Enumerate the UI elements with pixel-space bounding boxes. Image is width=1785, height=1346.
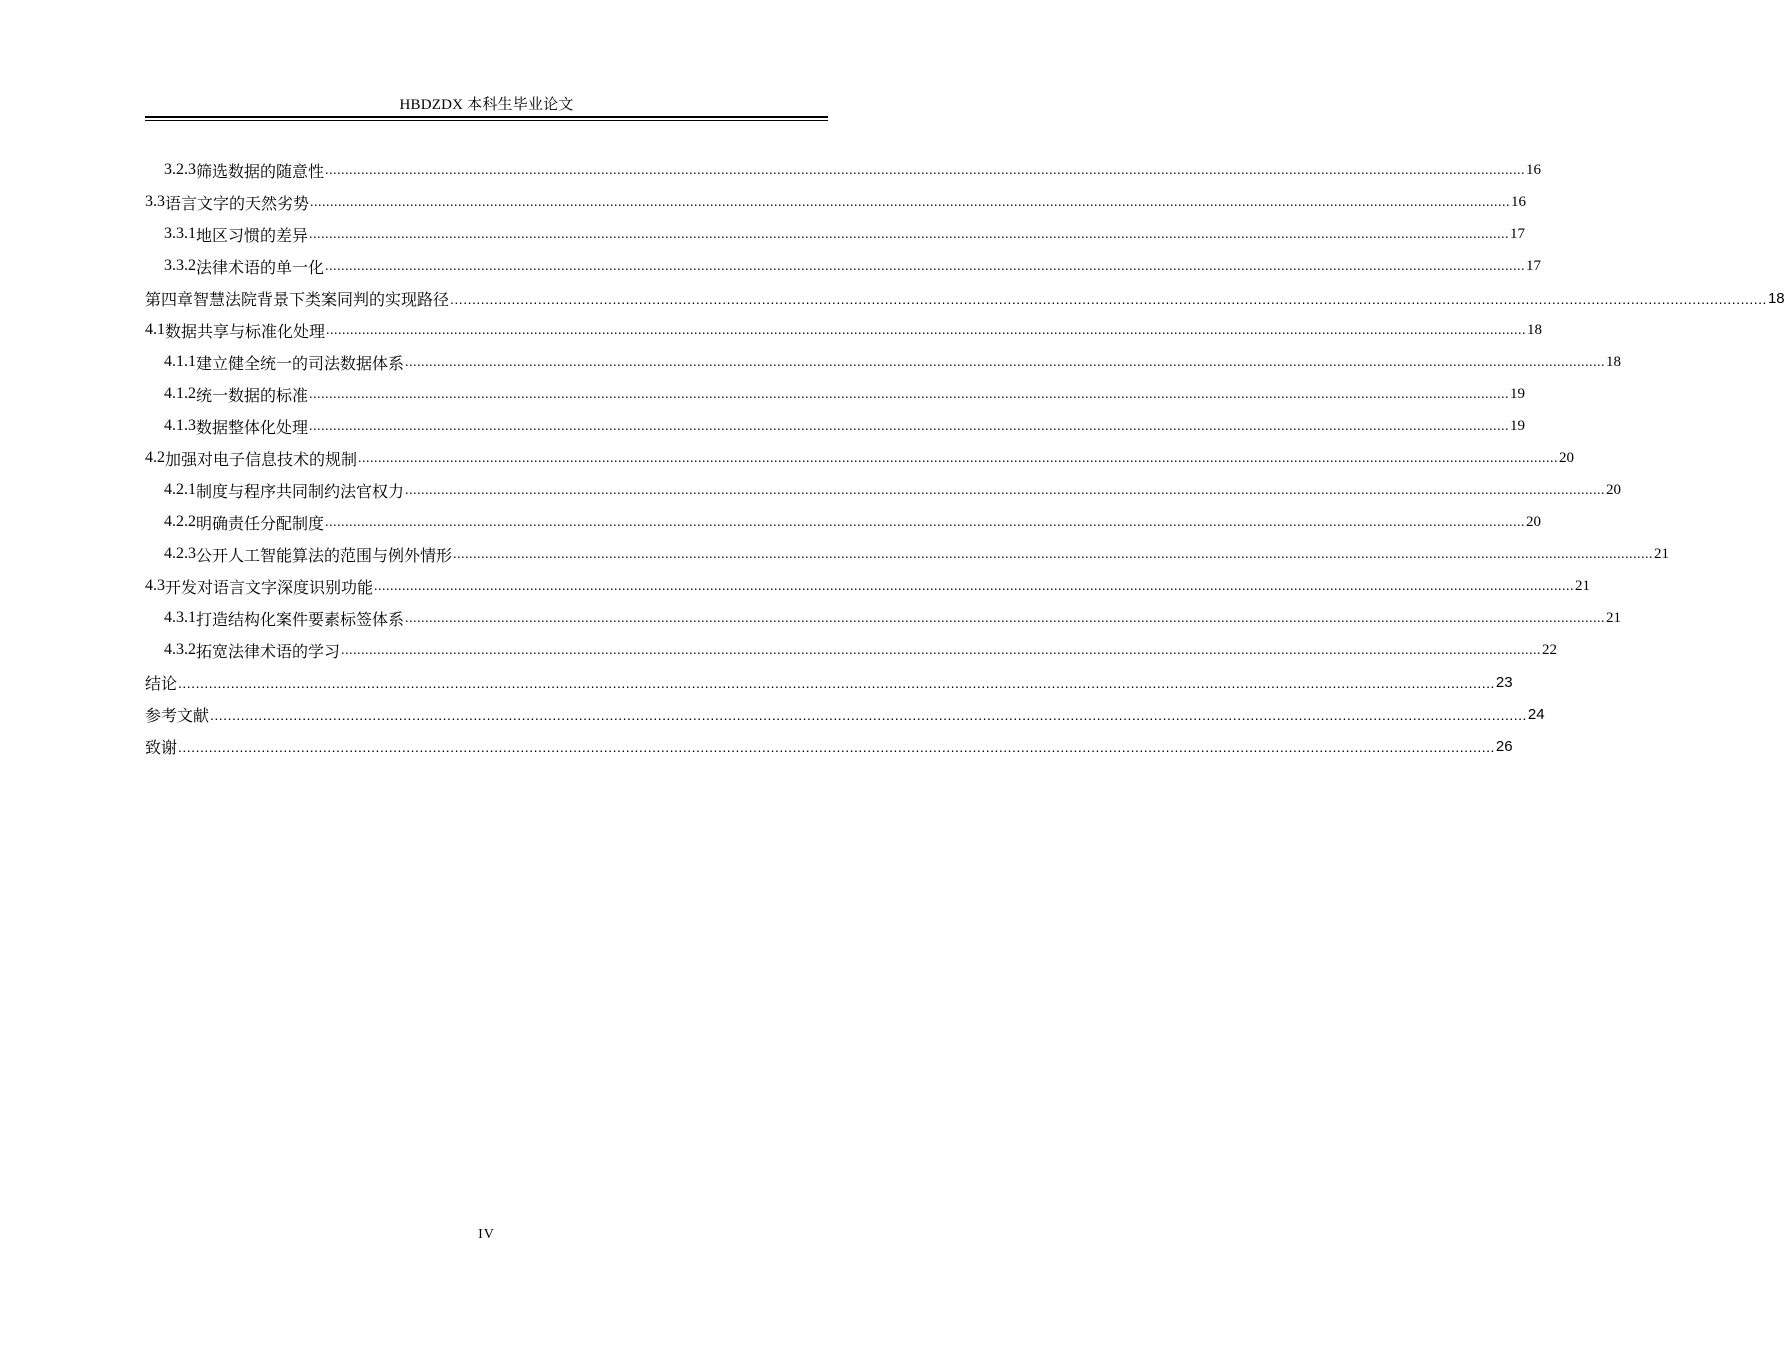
toc-entry[interactable] xyxy=(145,730,1513,762)
toc-entry[interactable] xyxy=(145,602,1622,634)
toc-entry-title: 建立健全统一的司法数据体系 xyxy=(196,355,405,373)
toc-entry-title: 制度与程序共同制约法官权力 xyxy=(196,483,405,501)
toc-entry[interactable] xyxy=(145,506,1542,538)
toc-entry-number: 3.3 xyxy=(145,193,165,210)
toc-leader-dots: ............................................................................................................................................................................................................................................................................................................ xyxy=(326,323,1527,338)
toc-leader-dots: ............................................................................................................................................................................................................................................................................................................ xyxy=(341,643,1542,658)
toc-entry-title: 数据整体化处理 xyxy=(196,419,309,437)
toc-leader-dots: ............................................................................................................................................................................................................................................................................................................ xyxy=(309,419,1510,434)
toc-entry-number: 4.3 xyxy=(145,577,165,594)
toc-entry[interactable] xyxy=(145,698,1545,730)
toc-entry-page: 20 xyxy=(1559,449,1575,466)
toc-entry-page: 18 xyxy=(1606,353,1622,370)
toc-leader-dots: ............................................................................................................................................................................................................................................................................................................ xyxy=(178,739,1495,755)
toc-leader-dots: ............................................................................................................................................................................................................................................................................................................ xyxy=(309,227,1510,242)
toc-entry-page: 19 xyxy=(1510,417,1526,434)
toc-entry-title: 开发对语言文字深度识别功能 xyxy=(165,579,374,597)
toc-entry-number: 4.2.1 xyxy=(164,481,196,498)
toc-entry-title: 打造结构化案件要素标签体系 xyxy=(196,611,405,629)
toc-entry[interactable] xyxy=(145,378,1526,410)
toc-entry-page: 24 xyxy=(1527,705,1545,723)
toc-leader-dots: ............................................................................................................................................................................................................................................................................................................ xyxy=(450,291,1767,307)
toc-entry-number: 4.2.2 xyxy=(164,513,196,530)
toc-entry-title: 地区习惯的差异 xyxy=(196,227,309,245)
toc-leader-dots: ............................................................................................................................................................................................................................................................................................................ xyxy=(405,355,1606,370)
toc-entry[interactable] xyxy=(145,570,1591,602)
toc-leader-dots: ............................................................................................................................................................................................................................................................................................................ xyxy=(309,387,1510,402)
toc-leader-dots: ............................................................................................................................................................................................................................................................................................................ xyxy=(325,515,1526,530)
toc-entry-number: 4.1.3 xyxy=(164,417,196,434)
header-double-rule xyxy=(145,116,828,121)
toc-entry-number: 4.1.1 xyxy=(164,353,196,370)
toc-entry-page: 21 xyxy=(1575,577,1591,594)
toc-entry-number: 3.3.1 xyxy=(164,225,196,242)
toc-entry-number: 第四章 xyxy=(145,291,194,309)
toc-entry-title: 加强对电子信息技术的规制 xyxy=(165,451,358,469)
toc-entry-title: 智慧法院背景下类案同判的实现路径 xyxy=(193,291,450,309)
toc-entry[interactable] xyxy=(145,666,1513,698)
toc-leader-dots: ............................................................................................................................................................................................................................................................................................................ xyxy=(310,195,1511,210)
toc-entry[interactable] xyxy=(145,250,1542,282)
toc-entry[interactable] xyxy=(145,538,1670,570)
toc-entry-page: 20 xyxy=(1526,513,1542,530)
toc-entry-title: 语言文字的天然劣势 xyxy=(165,195,310,213)
page-number: IV xyxy=(478,1227,495,1242)
toc-entry-page: 26 xyxy=(1495,737,1513,755)
toc-entry[interactable] xyxy=(145,410,1526,442)
toc-entry-page: 21 xyxy=(1606,609,1622,626)
toc-entry-number: 4.1 xyxy=(145,321,165,338)
toc-entry[interactable] xyxy=(145,154,1542,186)
toc-entry[interactable] xyxy=(145,634,1558,666)
toc-entry-page: 17 xyxy=(1526,257,1542,274)
toc-entry-page: 23 xyxy=(1495,673,1513,691)
toc-entry-page: 21 xyxy=(1654,545,1670,562)
toc-entry[interactable] xyxy=(145,442,1575,474)
toc-entry-number: 3.3.2 xyxy=(164,257,196,274)
toc-entry-title: 公开人工智能算法的范围与例外情形 xyxy=(196,547,453,565)
toc-leader-dots: ............................................................................................................................................................................................................................................................................................................ xyxy=(178,675,1495,691)
toc-entry-number: 4.1.2 xyxy=(164,385,196,402)
toc-entry-number: 4.3.2 xyxy=(164,641,196,658)
toc-entry-page: 18 xyxy=(1767,289,1785,307)
toc-entry[interactable] xyxy=(145,314,1543,346)
toc-entry-title: 拓宽法律术语的学习 xyxy=(196,643,341,661)
toc-leader-dots: ............................................................................................................................................................................................................................................................................................................ xyxy=(374,579,1575,594)
toc-leader-dots: ............................................................................................................................................................................................................................................................................................................ xyxy=(405,611,1606,626)
toc-entry-page: 19 xyxy=(1510,385,1526,402)
toc-leader-dots: ............................................................................................................................................................................................................................................................................................................ xyxy=(325,163,1526,178)
toc-entry-number: 4.3.1 xyxy=(164,609,196,626)
toc-entry-title: 致谢 xyxy=(145,739,178,757)
toc-entry-number: 3.2.3 xyxy=(164,161,196,178)
toc-entry-title: 筛选数据的随意性 xyxy=(196,163,325,181)
toc-entry-title: 明确责任分配制度 xyxy=(196,515,325,533)
toc-entry[interactable] xyxy=(145,218,1526,250)
toc-entry[interactable] xyxy=(145,282,1785,314)
toc-entry-page: 17 xyxy=(1510,225,1526,242)
toc-entry[interactable] xyxy=(145,474,1622,506)
toc-leader-dots: ............................................................................................................................................................................................................................................................................................................ xyxy=(358,451,1559,466)
toc-entry-page: 22 xyxy=(1542,641,1558,658)
toc-entry-page: 16 xyxy=(1526,161,1542,178)
toc-entry-title: 结论 xyxy=(145,675,178,693)
page-header: HBDZDX 本科生毕业论文 xyxy=(399,97,574,113)
toc-entry-title: 数据共享与标准化处理 xyxy=(165,323,326,341)
toc-entry-page: 18 xyxy=(1527,321,1543,338)
toc-entry-page: 20 xyxy=(1606,481,1622,498)
toc-entry-title: 统一数据的标准 xyxy=(196,387,309,405)
toc-entry[interactable] xyxy=(145,186,1527,218)
toc-leader-dots: ............................................................................................................................................................................................................................................................................................................ xyxy=(325,259,1526,274)
toc-entry-number: 4.2.3 xyxy=(164,545,196,562)
toc-entry[interactable] xyxy=(145,346,1622,378)
toc-entry-title: 参考文献 xyxy=(145,707,210,725)
toc-leader-dots: ............................................................................................................................................................................................................................................................................................................ xyxy=(210,707,1527,723)
toc-entry-title: 法律术语的单一化 xyxy=(196,259,325,277)
toc-leader-dots: ............................................................................................................................................................................................................................................................................................................ xyxy=(453,547,1654,562)
toc-entry-page: 16 xyxy=(1511,193,1527,210)
toc-leader-dots: ............................................................................................................................................................................................................................................................................................................ xyxy=(405,483,1606,498)
toc-entry-number: 4.2 xyxy=(145,449,165,466)
